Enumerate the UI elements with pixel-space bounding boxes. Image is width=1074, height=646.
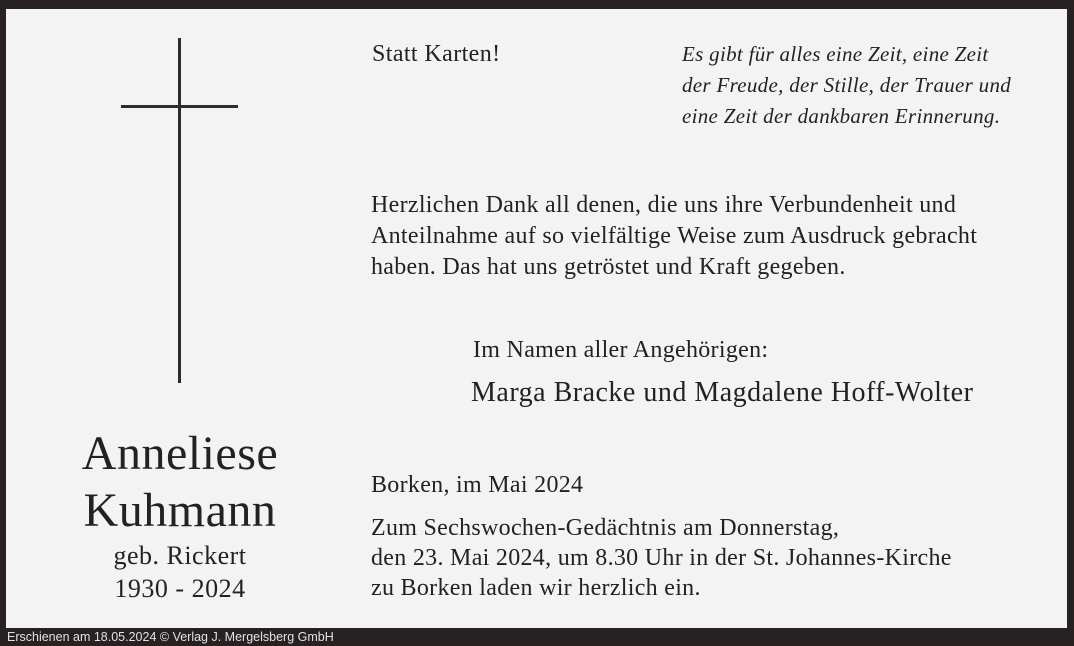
deceased-life-years: 1930 - 2024 — [114, 574, 246, 603]
memorial-quote — [682, 39, 1052, 132]
memorial-quote-line: eine Zeit der dankbaren Erinnerung. — [682, 104, 1001, 128]
memorial-quote-line: Es gibt für alles eine Zeit, eine Zeit — [682, 42, 989, 66]
mourners-names: Marga Bracke und Magdalene Hoff-Wolter — [471, 377, 974, 408]
deceased-last-name: Kuhmann — [83, 484, 277, 537]
place-date-line: Borken, im Mai 2024 — [371, 472, 584, 498]
thanks-text-line: Anteilnahme auf so vielfältige Weise zum Ausdruck gebracht — [371, 223, 978, 249]
memorial-cross-icon — [178, 38, 181, 383]
memorial-cross-icon-bar — [121, 105, 238, 108]
thanks-text-line: haben. Das hat uns getröstet und Kraft gegeben. — [371, 254, 846, 280]
deceased-name-block — [30, 425, 330, 605]
deceased-birth-name: geb. Rickert — [113, 541, 247, 570]
invitation-text — [371, 513, 1061, 603]
invitation-text-line: Zum Sechswochen-Gedächtnis am Donnerstag, — [371, 515, 840, 541]
thanks-text-line: Herzlichen Dank all denen, die uns ihre Verbundenheit und — [371, 192, 957, 218]
invitation-text-line: den 23. Mai 2024, um 8.30 Uhr in der St. Johannes-Kirche — [371, 545, 952, 571]
invitation-text-line: zu Borken laden wir herzlich ein. — [371, 575, 701, 601]
statt-karten-label: Statt Karten! — [372, 41, 501, 67]
memorial-quote-line: der Freude, der Stille, der Trauer und — [682, 73, 1012, 97]
thanks-text — [371, 190, 1061, 283]
deceased-first-name: Anneliese — [81, 427, 279, 480]
footer-publication-info: Erschienen am 18.05.2024 © Verlag J. Mergelsberg GmbH — [7, 630, 334, 644]
in-name-of-label: Im Namen aller Angehörigen: — [473, 337, 769, 363]
